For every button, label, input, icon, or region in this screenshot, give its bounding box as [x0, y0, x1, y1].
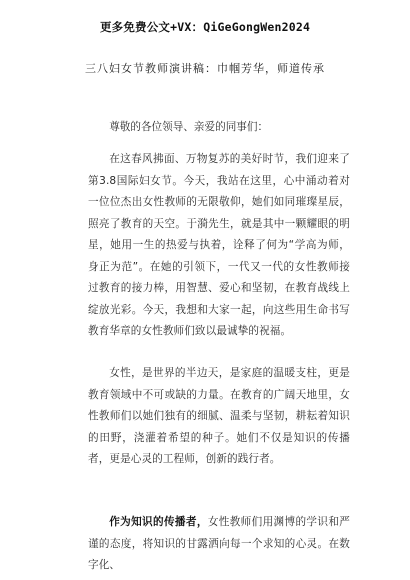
document-title: 三八妇女节教师演讲稿：巾帼芳华，师道传承 [85, 62, 325, 75]
paragraph-3 [88, 512, 350, 577]
paragraph-1: 在这春风拂面、万物复苏的美好时节，我们迎来了第3.8国际妇女节。今天，我站在这里，心中涌动着对一位位杰出女性教师的无限敬仰，她们如同璀璨星辰，照亮了教育的天空。于漪先生，就是其中一颗耀眼的明星，她用一生的热爱与执着，诠释了何为“学高为师，身正为范”。在她的引领下，一代又一代的女性教师接过教育的接力棒，用智慧、爱心和坚韧，在教育战线上绽放光彩。今天，我想和大家一起，向这些用生命书写教育华章的女性教师们致以最诚挚的祝福。 [88, 153, 350, 337]
paragraph-2: 女性，是世界的半边天，是家庭的温暖支柱，更是教育领域中不可或缺的力量。在教育的广阔天地里，女性教师们以她们独有的细腻、温柔与坚韧，耕耘着知识的田野，浇灌着希望的种子。她们不仅是知识的传播者，更是心灵的工程师，创新的践行者。 [88, 367, 350, 465]
paragraph-3-text: 女性教师们用渊博的学识和严谨的态度，将知识的甘露洒向每一个求知的心灵。在数字化、 [88, 516, 350, 571]
greeting-line: 尊敬的各位领导、亲爱的同事们： [109, 121, 269, 133]
paragraph-3-lead: 作为知识的传播者， [109, 516, 208, 528]
promo-header: 更多免费公文+VX：QiGeGongWen2024 [99, 20, 311, 34]
